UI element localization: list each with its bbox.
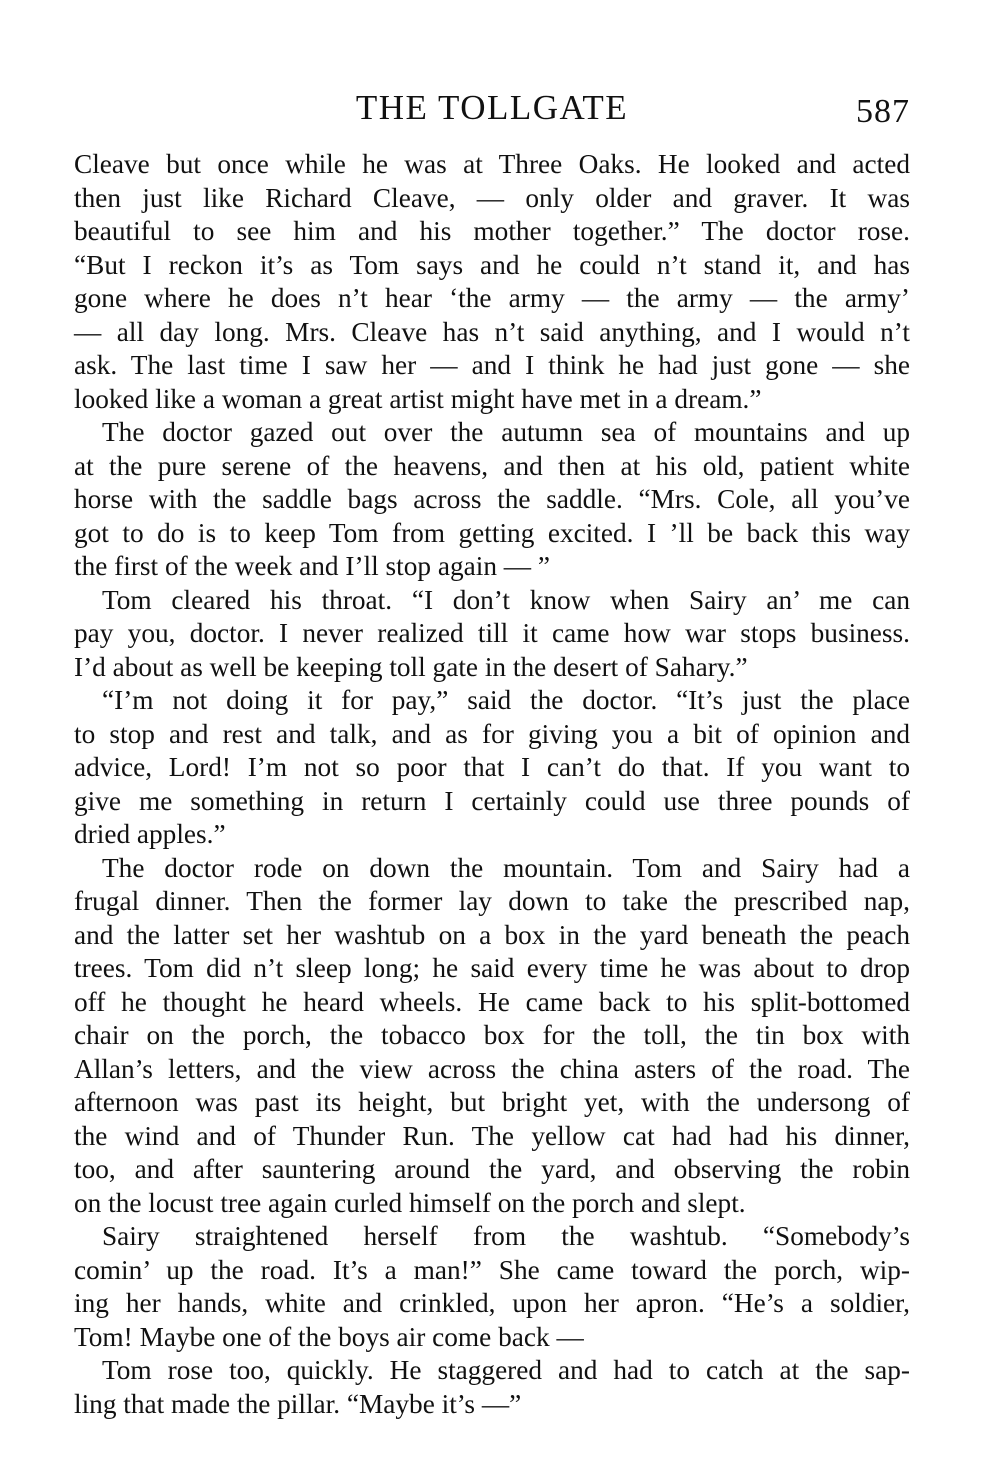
text-line: Tom! Maybe one of the boys air come back — bbox=[74, 1321, 584, 1352]
text-line: advice, Lord! I’m not so poor that I can’t do that. If you want to bbox=[74, 752, 910, 782]
text-line: Cleave but once while he was at Three Oaks. He looked and acted bbox=[74, 149, 910, 179]
text-line: trees. Tom did n’t sleep long; he said every time he was about to drop bbox=[74, 953, 910, 983]
body-text bbox=[74, 148, 910, 1421]
page-number: 587 bbox=[856, 93, 910, 130]
text-line: dried apples.” bbox=[74, 819, 226, 849]
text-line: then just like Richard Cleave, — only older and graver. It was bbox=[74, 182, 910, 213]
text-line: ing her hands, white and crinkled, upon her apron. “He’s a soldier, bbox=[74, 1288, 910, 1318]
text-line: off he thought he heard wheels. He came back to his split-bottomed bbox=[74, 986, 910, 1017]
text-line: I’d about as well be keeping toll gate in the desert of Sahary.” bbox=[74, 651, 748, 682]
text-line: gone where he does n’t hear ‘the army — the army — the army’ bbox=[74, 283, 910, 313]
text-line: at the pure serene of the heavens, and then at his old, patient white bbox=[74, 450, 910, 481]
text-line: on the locust tree again curled himself on the porch and slept. bbox=[74, 1187, 746, 1218]
text-line: the wind and of Thunder Run. The yellow cat had had his dinner, bbox=[74, 1120, 910, 1151]
text-line: ling that made the pillar. “Maybe it’s —” bbox=[74, 1388, 522, 1419]
text-line: Allan’s letters, and the view across the china asters of the road. The bbox=[74, 1053, 910, 1084]
text-line: too, and after sauntering around the yard, and observing the robin bbox=[74, 1154, 910, 1184]
paragraph-first-line: Tom rose too, quickly. He staggered and had to catch at the sap- bbox=[102, 1355, 910, 1385]
text-line: “But I reckon it’s as Tom says and he could n’t stand it, and has bbox=[74, 249, 910, 280]
text-line: ask. The last time I saw her — and I think he had just gone — she bbox=[74, 350, 910, 380]
text-line: — all day long. Mrs. Cleave has n’t said anything, and I would n’t bbox=[74, 316, 910, 347]
running-header bbox=[74, 86, 910, 130]
text-line: frugal dinner. Then the former lay down to take the prescribed nap, bbox=[74, 886, 910, 916]
paragraph-first-line: The doctor gazed out over the autumn sea of mountains and up bbox=[102, 417, 910, 447]
book-page bbox=[74, 86, 910, 1421]
text-line: pay you, doctor. I never realized till it came how war stops business. bbox=[74, 618, 910, 648]
text-line: got to do is to keep Tom from getting excited. I ’ll be back this way bbox=[74, 517, 910, 548]
paragraph-first-line: The doctor rode on down the mountain. Tom and Sairy had a bbox=[102, 852, 910, 883]
text-line: looked like a woman a great artist might have met in a dream.” bbox=[74, 383, 762, 414]
text-line: and the latter set her washtub on a box in the yard beneath the peach bbox=[74, 919, 910, 950]
text-line: comin’ up the road. It’s a man!” She came toward the porch, wip- bbox=[74, 1254, 910, 1285]
text-line: horse with the saddle bags across the saddle. “Mrs. Cole, all you’ve bbox=[74, 484, 910, 514]
text-line: the first of the week and I’ll stop again — ” bbox=[74, 551, 551, 581]
paragraph-first-line: “I’m not doing it for pay,” said the doctor. “It’s just the place bbox=[102, 685, 910, 715]
text-line: chair on the porch, the tobacco box for the toll, the tin box with bbox=[74, 1020, 910, 1050]
text-line: beautiful to see him and his mother together.” The doctor rose. bbox=[74, 216, 910, 246]
paragraph-first-line: Sairy straightened herself from the washtub. “Somebody’s bbox=[102, 1221, 910, 1251]
running-title: THE TOLLGATE bbox=[355, 88, 629, 127]
text-line: give me something in return I certainly could use three pounds of bbox=[74, 785, 910, 816]
paragraph-first-line: Tom cleared his throat. “I don’t know when Sairy an’ me can bbox=[102, 584, 910, 615]
text-line: afternoon was past its height, but bright yet, with the undersong of bbox=[74, 1087, 910, 1117]
text-line: to stop and rest and talk, and as for giving you a bit of opinion and bbox=[74, 718, 910, 749]
